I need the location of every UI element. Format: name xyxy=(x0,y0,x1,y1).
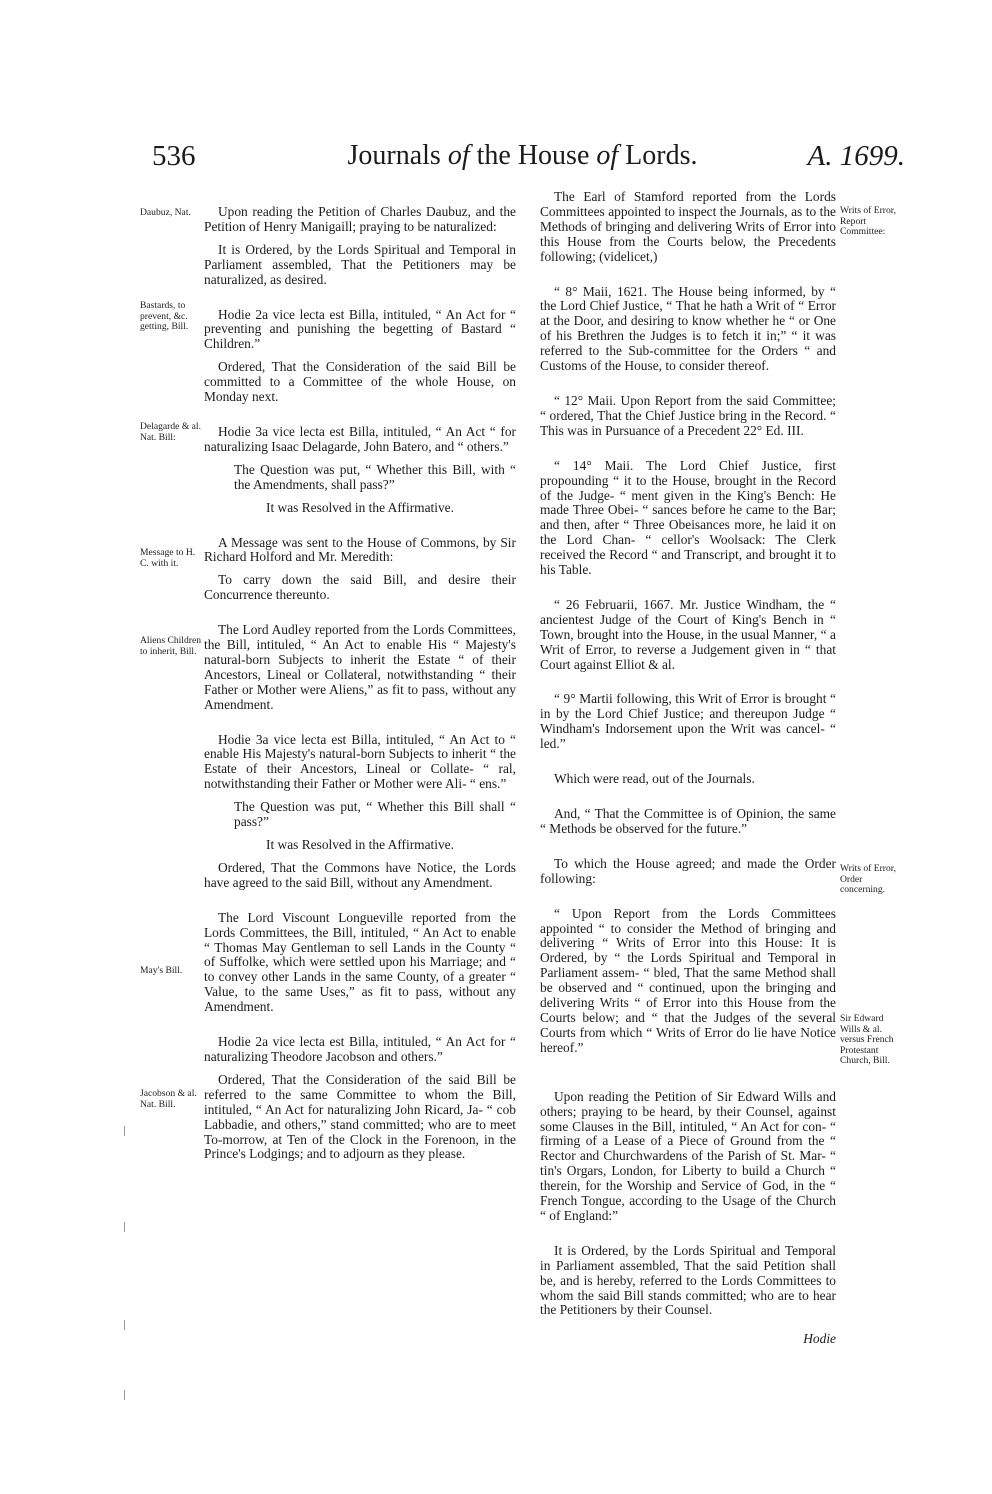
paragraph: Hodie 2a vice lecta est Billa, intituled, “ An Act for “ preventing and punishing the begetting of Bastard “ Children.” xyxy=(204,306,516,352)
paragraph: It is Ordered, by the Lords Spiritual and Temporal in Parliament assembled, That the said Petition shall be, and is hereby, referred to the Lords Committees to whom the said Bill stands committed; who are to hear the Petitioners by their Counsel. xyxy=(540,1242,836,1318)
precedent: “ 12° Maii. Upon Report from the said Committee; “ ordered, That the Chief Justice bring in the Record. “ This was in Pursuance of a Precedent 22° Ed. III. xyxy=(540,392,836,438)
page-year: A. 1699. xyxy=(807,140,905,172)
binding-mark xyxy=(124,1222,129,1232)
order-text: “ Upon Report from the Lords Committees appointed “ to consider the Method of bringing and delivering “ Writs of Error into this House: It is Ordered, by “ the Lords Spiritual and Temporal in Parliament assem- “ bled, That the same Method shall be observed and “ continued, upon the bringing and delivering Writs “ of Error into this House from the Courts below; and “ that the Judges of the several Courts from which “ Writs of Error do lie have Notice hereof.” xyxy=(540,905,836,1055)
binding-mark xyxy=(124,1320,129,1330)
margin-note-right: Writs of Error, Order concerning. xyxy=(840,863,896,896)
margin-note-left: Bastards, to prevent, &c. getting, Bill. xyxy=(140,300,189,333)
paragraph: A Message was sent to the House of Commons, by Sir Richard Holford and Mr. Meredith: xyxy=(204,534,516,565)
precedent: “ 8° Maii, 1621. The House being informed, by “ the Lord Chief Justice, “ That he hath a Writ of “ Error at the Door, and desiring to know whether he “ or One of his Brethren the Judges is to fetch it in;” “ it was referred to the Sub-committee for the Orders “ and Customs of the House, to consider thereof. xyxy=(540,283,836,374)
paragraph: To which the House agreed; and made the Order following: xyxy=(540,855,836,886)
paragraph: Hodie 3a vice lecta est Billa, intituled, “ An Act to “ enable His Majesty's natural-born Subjects to inherit “ the Estate of their Ancestors, Lineal or Collate- “ ral, notwithstanding their Father or Mother were Ali- “ ens.” xyxy=(204,731,516,792)
margin-note-left: Jacobson & al. Nat. Bill. xyxy=(140,1088,197,1110)
paragraph: Upon reading the Petition of Charles Daubuz, and the Petition of Henry Manigaill; praying to be naturalized: xyxy=(204,204,516,234)
binding-mark xyxy=(124,1390,129,1400)
question-put: The Question was put, “ Whether this Bill, with “ the Amendments, shall pass?” xyxy=(234,461,516,492)
resolution: It was Resolved in the Affirmative. xyxy=(266,499,454,515)
resolution: It was Resolved in the Affirmative. xyxy=(266,837,454,852)
margin-note-left: May's Bill. xyxy=(140,965,183,976)
paragraph: To carry down the said Bill, and desire their Concurrence thereunto. xyxy=(204,572,516,603)
margin-note-left: Message to H. C. with it. xyxy=(140,547,196,569)
margin-note-left: Aliens Children to inherit, Bill. xyxy=(140,635,202,657)
precedent: “ 14° Maii. The Lord Chief Justice, first propounding “ it to the House, brought in the Record of the Judge- “ ment given in the King's Bench: He made Three Obei- “ sances before he came to the Bar; and then, after “ Three Obeisances more, he laid it on the Lord Chan- “ cellor's Woolsack: The Clerk received the Record “ and Transcript, and brought it to his Table. xyxy=(540,457,836,578)
binding-mark xyxy=(124,1126,129,1136)
paragraph: Hodie 2a vice lecta est Billa, intituled, “ An Act for “ naturalizing Theodore Jacobson and others.” xyxy=(204,1034,516,1064)
paragraph: It is Ordered, by the Lords Spiritual and Temporal in Parliament assembled, That the Petitioners may be naturalized, as desired. xyxy=(204,241,516,287)
page-number: 536 xyxy=(152,140,196,172)
paragraph: Ordered, That the Consideration of the said Bill be committed to a Committee of the whole House, on Monday next. xyxy=(204,359,516,405)
catchword: Hodie xyxy=(803,1331,836,1347)
right-column xyxy=(540,190,836,1347)
paragraph: Ordered, That the Consideration of the said Bill be referred to the same Committee to whom the Bill, intituled, “ An Act for naturalizing John Ricard, Ja- “ cob Labbadie, and others,” stand committed; who are to meet To-morrow, at Ten of the Clock in the Forenoon, in the Prince's Lodgings; and to adjourn as they please. xyxy=(204,1071,516,1162)
paragraph: Hodie 3a vice lecta est Billa, intituled, “ An Act “ for naturalizing Isaac Delagarde, John Batero, and “ others.” xyxy=(204,423,516,454)
margin-note-right: Sir Edward Wills & al. versus French Protestant Church, Bill. xyxy=(840,1013,894,1067)
question-put: The Question was put, “ Whether this Bill shall “ pass?” xyxy=(234,799,516,830)
left-column xyxy=(204,190,516,1162)
margin-note-right: Writs of Error, Report Committee: xyxy=(840,205,896,238)
margin-note-left: Delagarde & al. Nat. Bill: xyxy=(140,421,201,443)
paragraph: Ordered, That the Commons have Notice, the Lords have agreed to the said Bill, without any Amendment. xyxy=(204,859,516,890)
paragraph: The Lord Audley reported from the Lords Committees, the Bill, intituled, “ An Act to enable His “ Majesty's natural-born Subjects to inherit the Estate “ of their Ancestors, Lineal or Collateral, notwithstanding “ their Father or Mother were Aliens,” as fit to pass, without any Amendment. xyxy=(204,622,516,712)
paragraph: And, “ That the Committee is of Opinion, the same “ Methods be observed for the future.” xyxy=(540,806,836,836)
paragraph: The Lord Viscount Longueville reported from the Lords Committees, the Bill, intituled, “ An Act to enable “ Thomas May Gentleman to sell Lands in the County “ of Suffolke, which were settled upon his Marriage; and “ to convey other Lands in the same County, of a greater “ Value, to the same Uses,” as fit to pass, without any Amendment. xyxy=(204,909,516,1015)
page-title: Journals of the House of Lords. xyxy=(347,140,698,171)
precedent: “ 26 Februarii, 1667. Mr. Justice Windham, the “ ancientest Judge of the Court of King's Bench in “ Town, brought into the House, in the usual Manner, “ a Writ of Error, to reverse a Judgement given in “ that Court against Elliot & al. xyxy=(540,596,836,672)
paragraph: Which were read, out of the Journals. xyxy=(554,771,755,787)
paragraph: Upon reading the Petition of Sir Edward Wills and others; praying to be heard, by their Counsel, against some Clauses in the Bill, intituled, “ An Act for con- “ firming of a Lease of a Piece of Ground from the “ Rector and Churchwardens of the Parish of St. Mar- “ tin's Orgars, London, for Liberty to build a Church “ therein, for the Worship and Service of God, in the “ French Tongue, according to the Usage of the Church “ of England:” xyxy=(540,1088,836,1223)
running-header xyxy=(140,138,905,178)
precedent: “ 9° Martii following, this Writ of Error is brought “ in by the Lord Chief Justice; and thereupon Judge “ Windham's Indorsement upon the Writ was cancel- “ led.” xyxy=(540,691,836,752)
margin-note-left: Daubuz, Nat. xyxy=(140,207,191,218)
paragraph: The Earl of Stamford reported from the Lords Committees appointed to inspect the Journals, as to the Methods of bringing and delivering Writs of Error into this House from the Courts below, the Precedents following; (videlicet,) xyxy=(540,189,836,264)
